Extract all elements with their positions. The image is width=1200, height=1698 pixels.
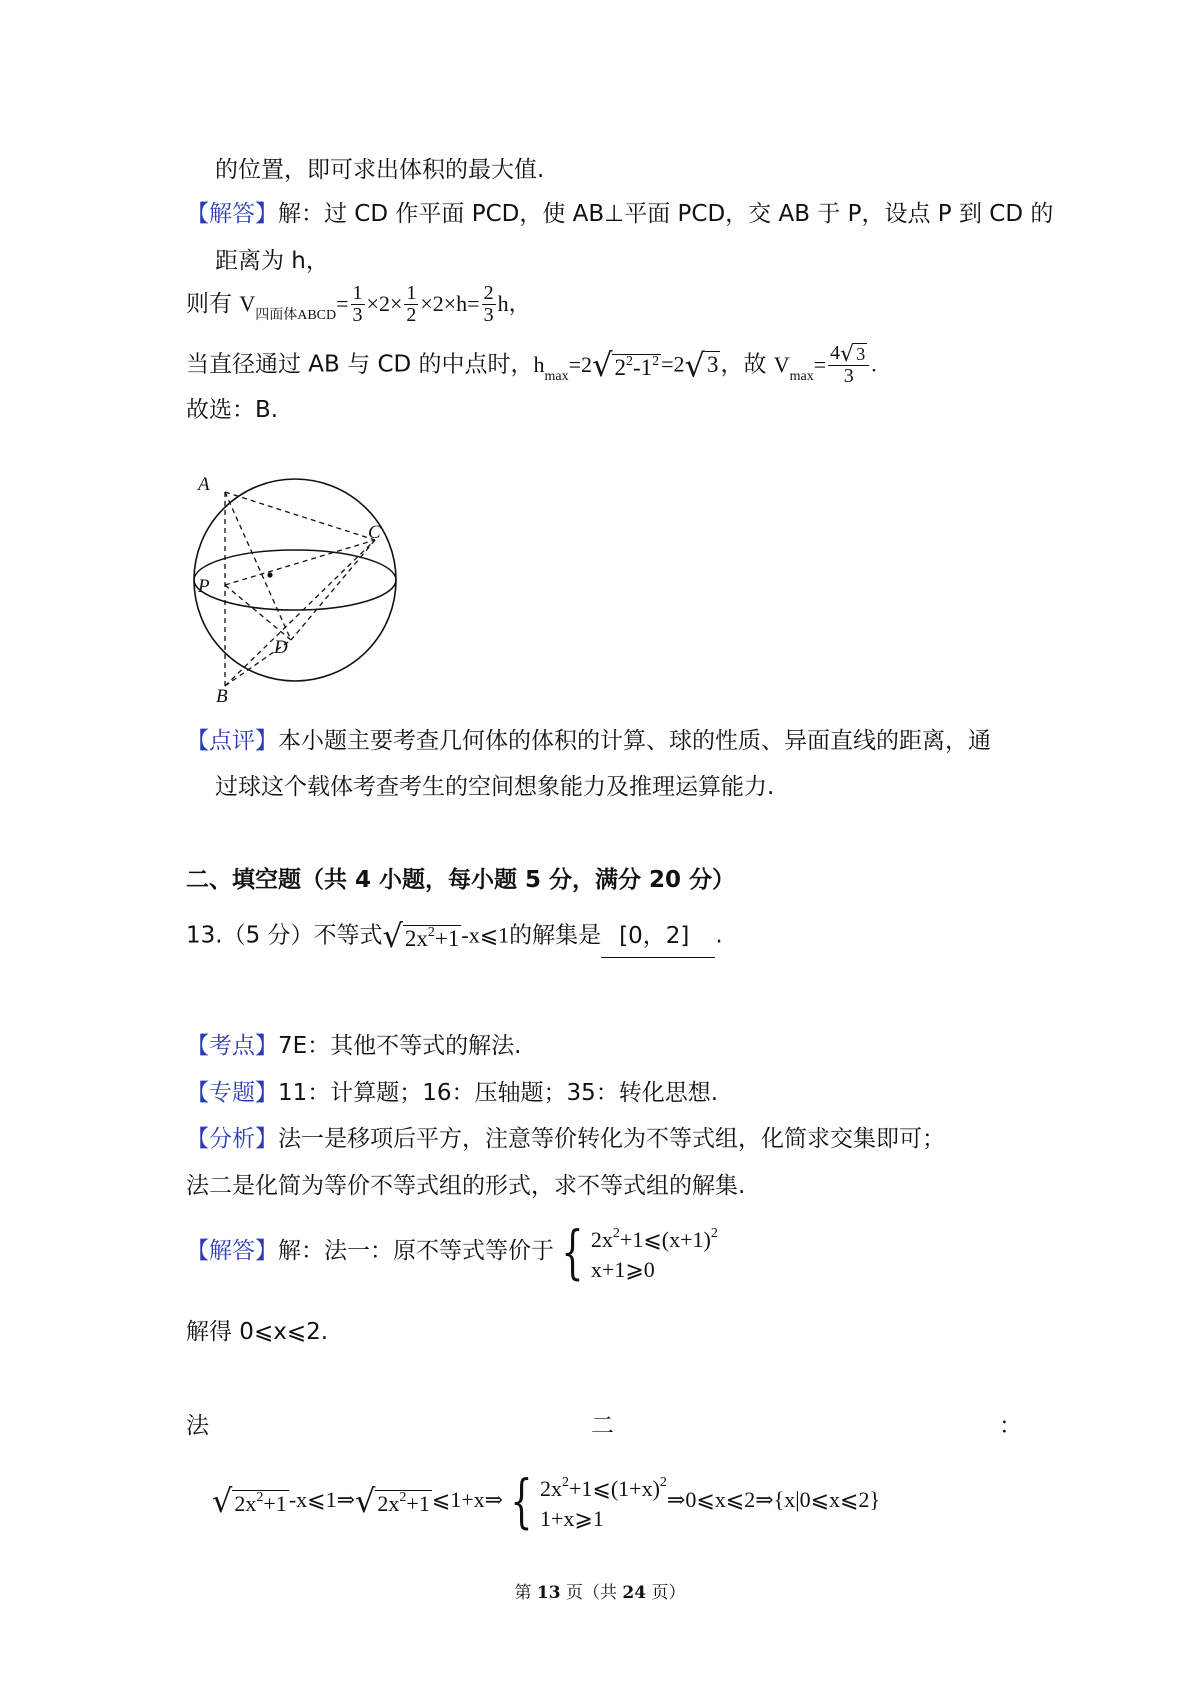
answer2-line (186, 1218, 718, 1285)
vmax-symbol: $V_{max}=$ (773, 351, 827, 384)
derivation-step: -x⩽1⇒ (288, 1487, 356, 1512)
sphere-center-dot (267, 572, 272, 577)
method2-label (186, 1410, 209, 1442)
review-text: 本小题主要考查几何体的体积的计算、球的性质、异面直线的距离，通 (278, 728, 991, 754)
answer-blank: [0，2] (601, 915, 715, 958)
question-13 (186, 912, 723, 960)
fenxi-text: 法二是化简为等价不等式组的形式，求不等式组的解集. (186, 1173, 746, 1199)
total-pages: 24 (622, 1583, 647, 1603)
hmax-formula (186, 338, 877, 401)
formula-tail: . (871, 351, 877, 377)
result-line (186, 1316, 328, 1348)
answer-tag: 【解答】 (186, 201, 278, 227)
method-char: ： (999, 1413, 1022, 1439)
fraction-one-third: $\frac{1}{3}$ (352, 282, 363, 326)
answer-text: 解：过 CD 作平面 PCD，使 AB⊥平面 PCD，交 AB 于 P，设点 P 到 CD 的 (278, 201, 1054, 227)
question-mid: 的解集是 (509, 922, 602, 949)
label-d: D (274, 637, 288, 658)
dashed-edges (225, 492, 375, 686)
label-b: B (216, 686, 228, 707)
radical: $√2x^2+1$ (212, 1482, 287, 1520)
answer-text: 解：法一：原不等式等价于 (278, 1238, 554, 1264)
review-line-1 (186, 725, 991, 757)
question-formula: -x⩽1 (461, 922, 510, 948)
fenxi-tag: 【分析】 (186, 1126, 278, 1152)
radical: $√2x^2+1$ (355, 1482, 430, 1520)
method2-label (591, 1410, 614, 1442)
radical: √3 (684, 346, 719, 385)
zhuanti-text: 11：计算题；16：压轴题；35：转化思想. (278, 1080, 719, 1106)
formula-lead: 则有 (186, 291, 240, 317)
choice-line (186, 394, 278, 426)
fraction-vmax: $\frac{4√ 3}{3}$ (828, 343, 869, 388)
method-char: 法 (186, 1413, 209, 1439)
section-heading (186, 864, 735, 896)
question-tail: . (715, 922, 723, 949)
formula-mid: ×2×h= (420, 291, 480, 316)
method-char: 二 (591, 1413, 614, 1439)
label-c: C (368, 522, 381, 543)
fenxi-line-2 (186, 1170, 745, 1202)
formula-mid: =2 (661, 351, 685, 377)
zhuanti-line (186, 1077, 718, 1109)
review-line-2 (215, 771, 774, 803)
result-text: 解得 0⩽x⩽2. (186, 1319, 329, 1345)
final-derivation (212, 1462, 880, 1540)
formula-mid: ×2× (366, 291, 403, 316)
page-footer: 第 13 页（共 24 页） (514, 1583, 686, 1603)
sphere-diagram (178, 468, 428, 708)
answer-line-1 (186, 198, 1053, 230)
derivation-step: ⇒0⩽x⩽2⇒{x|0⩽x⩽2} (666, 1487, 881, 1512)
kaodian-text: 7E：其他不等式的解法. (278, 1033, 522, 1059)
paragraph-text: 的位置，即可求出体积的最大值. (215, 157, 545, 183)
review-text: 过球这个载体考查考生的空间想象能力及推理运算能力. (215, 774, 775, 800)
formula-lead: 当直径通过 AB 与 CD 的中点时， (186, 351, 534, 378)
equator-front (194, 580, 396, 610)
answer-text: 距离为 h， (215, 248, 329, 274)
radical: $√2^2-1^2$ (592, 346, 660, 384)
fraction-two-thirds: $\frac{2}{3}$ (483, 282, 494, 326)
inequality-system: { $2x^2+1⩽(x+1)^2$ x+1⩾0 (561, 1217, 718, 1286)
text-line (215, 154, 544, 186)
sphere-outline (194, 479, 396, 681)
choice-text: 故选：B. (186, 397, 279, 423)
answer-line-2 (215, 245, 329, 277)
volume-symbol: $V_{四面体ABCD}=$ (239, 291, 349, 323)
method2-label (999, 1410, 1022, 1442)
answer-tag: 【解答】 (186, 1238, 278, 1264)
review-tag: 【点评】 (186, 728, 278, 754)
derivation-step: ⩽1+x⇒ (431, 1487, 504, 1512)
section-title: 二、填空题（共 4 小题，每小题 5 分，满分 20 分） (186, 867, 736, 893)
zhuanti-tag: 【专题】 (186, 1080, 278, 1106)
radical: $√2x^2+1$ (382, 917, 460, 955)
fenxi-line-1 (186, 1123, 945, 1155)
fenxi-text: 法一是移项后平方，注意等价转化为不等式组，化简求交集即可； (278, 1126, 945, 1152)
volume-formula (186, 282, 531, 338)
equator-back (194, 550, 396, 580)
fraction-one-half: $\frac{1}{2}$ (406, 282, 417, 326)
kaodian-tag: 【考点】 (186, 1033, 278, 1059)
label-p: P (198, 576, 210, 597)
inequality-system: { $2x^2+1⩽(1+x)^2$ 1+x⩾1 (510, 1467, 667, 1535)
question-lead: 13.（5 分）不等式 (186, 922, 383, 949)
label-a: A (198, 474, 210, 495)
page-number: 13 (536, 1583, 561, 1603)
formula-mid: ，故 (720, 351, 774, 378)
hmax-symbol: $h_{max}=2$ (533, 351, 593, 384)
kaodian-line (186, 1030, 521, 1062)
formula-tail: h， (497, 291, 531, 316)
